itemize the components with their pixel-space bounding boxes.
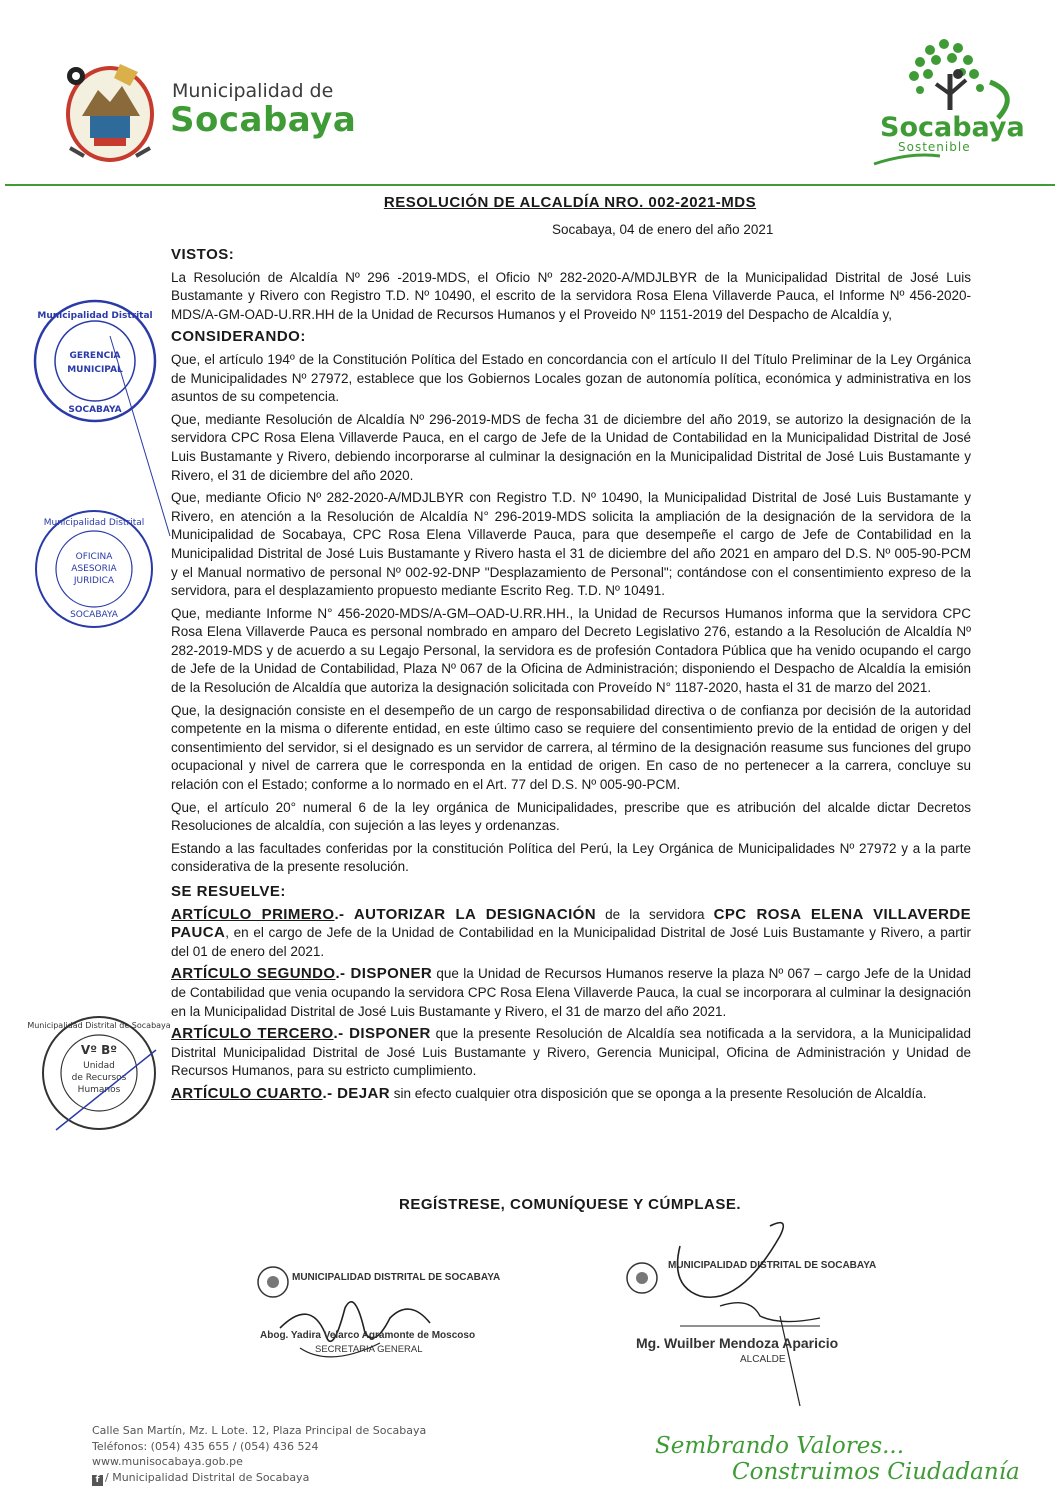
right-signature-organization: MUNICIPALIDAD DISTRITAL DE SOCABAYA: [668, 1260, 877, 1271]
document-body: [171, 246, 971, 1108]
article-label: ARTÍCULO TERCERO: [171, 1025, 334, 1043]
article-text: que la presente Resolución de Alcaldía sea notificada a la servidora, a la Municipalidad Distrital Municipalidad Distrital de José Luis Bustamante y Rivero, Gerencia Municipal, Oficina de Administración y Unidad de Recursos Humanos, para su estricto cumplimiento.: [171, 1026, 971, 1079]
header-municipality-name: Socabaya: [170, 100, 357, 140]
asesoria-juridica-stamp: [30, 505, 158, 633]
closing-formula: REGÍSTRESE, COMUNÍQUESE Y CÚMPLASE.: [399, 1196, 741, 1213]
article-text: de la servidora: [595, 906, 714, 922]
left-signature-organization: MUNICIPALIDAD DISTRITAL DE SOCABAYA: [292, 1272, 501, 1283]
vistos-heading: VISTOS:: [171, 246, 235, 263]
considerando-paragraph: Que, mediante Resolución de Alcaldía Nº 296-2019-MDS de fecha 31 de diciembre del año 2019, se autorizo la designación de la servidora CPC Rosa Elena Villaverde Pauca, en el cargo de Jefe de la Unidad de Contabilidad en la Municipalidad Distrital de José Luis Bustamante y Rivero, debiendo incorporarse al culminar la designación en la Municipalidad Distrital de José Luis Bustamante y Rivero, el 31 de diciembre del año 2020.: [171, 411, 971, 483]
stamp-center-line: MUNICIPAL: [67, 365, 123, 375]
considerando-paragraph: Estando a las facultades conferidas por la constitución Política del Perú, la Ley Orgánica de Municipalidades Nº 27972 y a la parte considerativa de la presente resolución.: [171, 840, 971, 875]
stamp-center-line: ASESORIA: [71, 564, 117, 574]
logo-wordmark: Socabaya: [880, 112, 1025, 143]
slogan-line-2: Construimos Ciudadanía: [732, 1459, 1020, 1485]
stamp-center-line: JURIDICA: [73, 576, 115, 586]
municipal-crest-logo: [60, 56, 160, 164]
article-label: ARTÍCULO PRIMERO: [171, 905, 335, 923]
stamp-center-line: OFICINA: [75, 552, 113, 562]
footer-address: Calle San Martín, Mz. L Lote. 12, Plaza Principal de Socabaya: [92, 1424, 427, 1437]
right-signatory-name: Mg. Wuilber Mendoza Aparicio: [636, 1335, 839, 1351]
article-cuarto: [171, 1085, 971, 1104]
resuelve-heading: SE RESUELVE:: [171, 883, 286, 900]
article-servant-name: CPC ROSA ELENA VILLAVERDE PAUCA: [171, 905, 971, 942]
considerando-heading: CONSIDERANDO:: [171, 328, 306, 346]
article-text: sin efecto cualquier otra disposición que se oponga a la presente Resolución de Alcaldía.: [389, 1085, 927, 1101]
logo-tagline: Sostenible: [898, 140, 971, 154]
considerando-paragraph: Que, la designación consiste en el desempeño de un cargo de responsabilidad directiva o de confianza por decisión de la autoridad competente en la misma o diferente entidad, en este último caso se requiere del consentimiento previo de la entidad de origen y del consentimiento del servidor, si el designado es un servidor de carrera, al término de la designación reasume sus funciones del grupo ocupacional y nivel de carrera que le corresponda en la entidad de origen. En caso de no pertenecer a la carrera, concluye su relación con el Estado; conforme a lo normado en el Art. 77 del D.S. Nº 005-90-PCM.: [171, 702, 971, 793]
article-primero: [171, 906, 971, 962]
right-signatory-role: ALCALDE: [740, 1354, 786, 1365]
left-handwritten-signature: [270, 1288, 450, 1368]
resolution-date: Socabaya, 04 de enero del año 2021: [552, 222, 774, 237]
footer-facebook-label: / Municipalidad Distrital de Socabaya: [105, 1470, 310, 1484]
stamp-center-line: GERENCIA: [69, 351, 121, 361]
article-separator: .-: [334, 905, 354, 923]
article-separator: .-: [333, 1025, 350, 1043]
considerando-paragraph: Que, mediante Informe N° 456-2020-MDS/A-GM–OAD-U.RR.HH., la Unidad de Recursos Humanos informa que la servidora CPC Rosa Elena Villaverde Pauca es personal nombrado en amparo del Decreto Legislativo 276, estando a la Resolución de Alcaldía Nº 282-2019-MDS y de acuerdo a su Legajo Personal, la servidora es de profesión Contadora Pública que ha venido ocupando el cargo de Jefe de la Unidad de Contabilidad, Plaza Nº 067 de la Oficina de Administración; disponiendo el Despacho de Alcaldía la emisión de la Resolución de Alcaldía que autoriza la designación solicitada con Proveído N° 1187-2020, hasta el 31 de marzo del 2021.: [171, 605, 971, 696]
stamp-center-line: de Recursos: [71, 1073, 127, 1083]
footer-facebook: [92, 1470, 426, 1486]
article-action: DEJAR: [337, 1084, 390, 1102]
article-segundo: [171, 965, 971, 1021]
article-text: que la Unidad de Recursos Humanos reserve la plaza Nº 067 – cargo Jefe de la Unidad de Contabilidad que venia ocupando la servidora CPC Rosa Elena Villaverde Pauca, la cual se incorporara al culminar la designación en la Municipalidad Distrital de José Luis Bustamante y Rivero, el 31 de marzo del año 2021.: [171, 966, 971, 1019]
header-divider: [5, 184, 1055, 186]
gerencia-municipal-stamp: [30, 296, 160, 426]
municipal-seal-icon: [624, 1258, 660, 1298]
slogan-line-1: Sembrando Valores...: [655, 1433, 905, 1459]
recursos-humanos-stamp: [27, 1010, 171, 1136]
header-municipality-label: Municipalidad de: [172, 80, 334, 102]
stamp-center-line: Vº Bº: [80, 1043, 118, 1057]
stamp-ring-top: Municipalidad Distrital: [37, 311, 153, 321]
footer-contact: [92, 1423, 426, 1486]
left-signatory-name: Abog. Yadira Velarco Agramonte de Moscoso: [260, 1330, 476, 1341]
considerando-paragraph: Que, el artículo 20° numeral 6 de la ley orgánica de Municipalidades, prescribe que es atribución del alcalde dictar Decretos Resoluciones de alcaldía, con sujeción a las leyes y ordenanzas.: [171, 799, 971, 834]
article-action: AUTORIZAR LA DESIGNACIÓN: [353, 905, 596, 923]
article-action: DISPONER: [350, 965, 433, 983]
left-signatory-role: SECRETARIA GENERAL: [315, 1344, 423, 1355]
footer-website: www.munisocabaya.gob.pe: [92, 1455, 243, 1468]
stamp-ring-top: Municipalidad Distrital de Socabaya: [27, 1021, 171, 1030]
considerando-paragraph: Que, mediante Oficio Nº 282-2020-A/MDJLBYR con Registro T.D. Nº 10490, la Municipalidad Distrital de José Luis Bustamante y Rivero, en atención a la Resolución de Alcaldía N° 296-2019-MDS solicita la ampliación de la designación de la servidora de la Municipalidad de Socabaya, CPC Rosa Elena Villaverde Pauca, para que desempeñe el cargo de Jefe de Contabilidad en la Municipalidad Distrital de José Luis Bustamante y Rivero hasta el 31 de diciembre del año 2021 en amparo del D.S. Nº 005-90-PCM y el Manual normativo de personal Nº 002-92-DNP "Desplazamiento de Personal"; contándose con el consentimiento expreso de la servidora, para el desplazamiento propuesto mediante Escrito Reg. T.D. Nº 10491.: [171, 490, 971, 599]
stamp-center-line: Humanos: [77, 1085, 121, 1095]
stamp-ring-bottom: SOCABAYA: [70, 610, 118, 620]
article-label: ARTÍCULO CUARTO: [171, 1084, 323, 1102]
article-tercero: [171, 1025, 971, 1081]
vistos-paragraph: La Resolución de Alcaldía Nº 296 -2019-MDS, el Oficio Nº 282-2020-A/MDJLBYR de la Municipalidad Distrital de José Luis Bustamante y Rivero con Registro T.D. Nº 10490, el escrito de la servidora Rosa Elena Villaverde Pauca, el Informe Nº 456-2020-MDS/A-GM-OAD-U.RR.HH de la Unidad de Recursos Humanos y el Proveido Nº 1151-2019 del Despacho de Alcaldía y,: [171, 269, 971, 322]
resolution-title: RESOLUCIÓN DE ALCALDÍA NRO. 002-2021-MDS: [383, 194, 757, 211]
article-text: , en el cargo de Jefe de la Unidad de Contabilidad en la Municipalidad Distrital de José Luis Bustamante y Rivero, a partir del 01 de enero del 2021.: [171, 925, 971, 959]
footer-phones: Teléfonos: (054) 435 655 / (054) 436 524: [92, 1439, 319, 1453]
considerando-paragraph: Que, el artículo 194º de la Constitución Política del Estado en concordancia con el artículo II del Título Preliminar de la Ley Orgánica de Municipalidades Nº 27972, establece que los Gobiernos Locales gozan de autonomía política, económica y administrativa en los asuntos de su competencia.: [171, 351, 971, 405]
stamp-ring-top: Municipalidad Distrital: [43, 518, 145, 528]
stamp-center-line: Unidad: [83, 1061, 115, 1071]
article-label: ARTÍCULO SEGUNDO: [171, 965, 336, 983]
article-separator: .-: [322, 1084, 338, 1102]
article-separator: .-: [335, 965, 351, 983]
article-action: DISPONER: [349, 1025, 431, 1043]
facebook-icon: f: [92, 1475, 103, 1486]
right-handwritten-signature: [660, 1216, 830, 1416]
stamp-ring-bottom: SOCABAYA: [68, 405, 122, 415]
